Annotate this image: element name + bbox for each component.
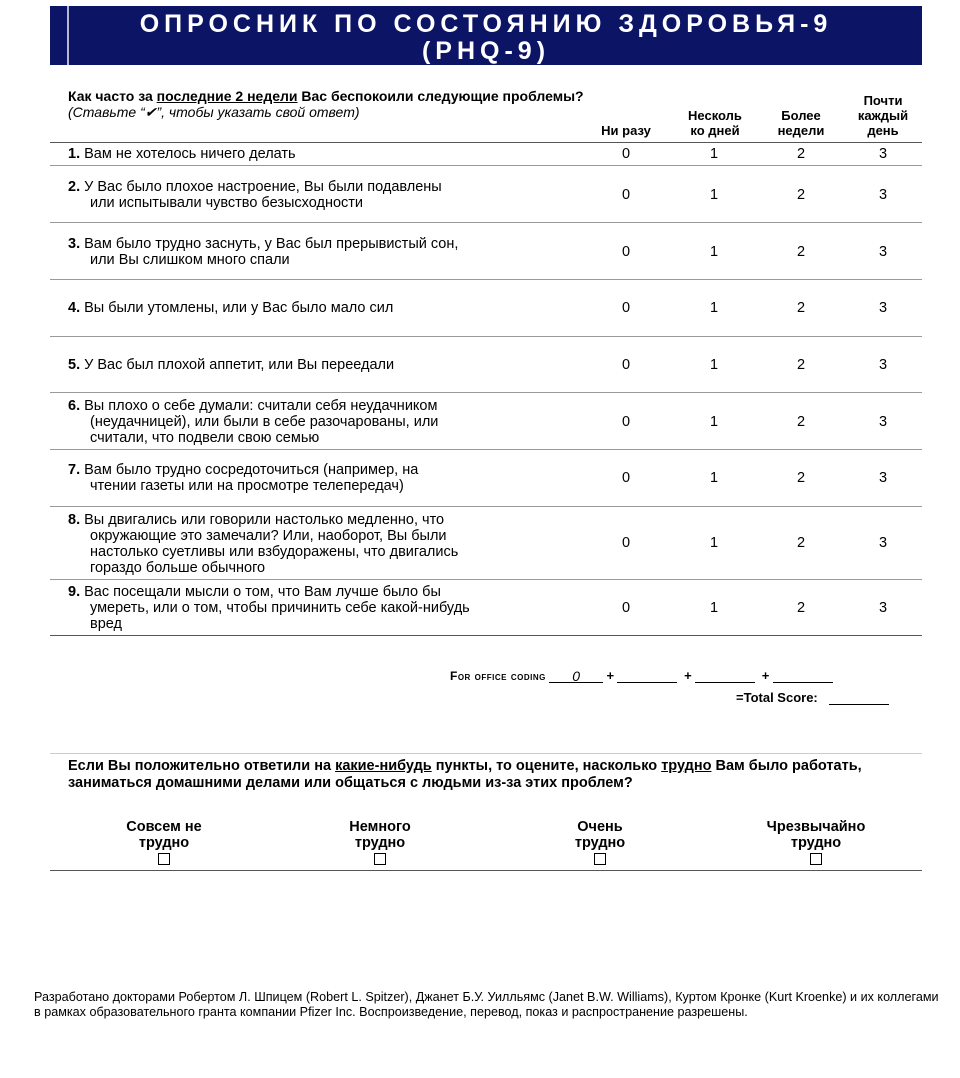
checkbox[interactable] <box>594 853 606 865</box>
plus-sign: + <box>684 668 692 683</box>
form-title: ОПРОСНИК ПО СОСТОЯНИЮ ЗДОРОВЬЯ-9 <box>139 10 833 38</box>
score-option[interactable]: 3 <box>878 146 888 162</box>
score-option[interactable]: 0 <box>621 146 631 162</box>
question-3: 3. Вам было трудно заснуть, у Вас был прерывистый сон, или Вы слишком много спали <box>68 236 459 268</box>
header-text-2: Вас беспокоили следующие проблемы? <box>297 88 584 104</box>
score-option[interactable]: 0 <box>621 470 631 486</box>
score-option[interactable]: 2 <box>796 414 806 430</box>
question-9: 9. Вас посещали мысли о том, что Вам лучше было бы умереть, или о том, чтобы причинить себе какой-нибудь вред <box>68 584 470 632</box>
score-option[interactable]: 2 <box>796 470 806 486</box>
form-subtitle: (PHQ-9) <box>421 37 551 65</box>
score-option[interactable]: 0 <box>621 600 631 616</box>
question-8: 8. Вы двигались или говорили настолько медленно, что окружающие это замечали? Или, наоборот, Вы были настолько суетливы или взбудоражены, что двигались гораздо больше обычного <box>68 512 459 576</box>
copyright-footer: Разработано докторами Робертом Л. Шпицем (Robert L. Spitzer), Джанет Б.У. Уилльямс (Janet B.W. Williams), Куртом Кронке (Kurt Kroenke) и их коллегами в рамках образовательного гранта компании Pfizer Inc. Воспроизведение, перевод, показ и распространение разрешены. <box>34 990 939 1019</box>
divider <box>50 579 922 580</box>
office-score-never[interactable]: 0 <box>549 668 603 683</box>
score-option[interactable]: 2 <box>796 244 806 260</box>
divider <box>50 392 922 393</box>
question-4: 4. Вы были утомлены, или у Вас было мало сил <box>68 300 394 316</box>
score-option[interactable]: 0 <box>621 535 631 551</box>
column-header-several-days: Несколь ко дней <box>688 108 742 138</box>
office-coding-row <box>450 668 833 683</box>
score-option[interactable]: 2 <box>796 600 806 616</box>
score-option[interactable]: 0 <box>621 300 631 316</box>
score-option[interactable]: 0 <box>621 187 631 203</box>
score-option[interactable]: 1 <box>709 357 719 373</box>
difficulty-option-not-difficult: Совсем не трудно <box>84 819 244 869</box>
score-option[interactable]: 0 <box>621 357 631 373</box>
total-score-label: =Total Score: <box>736 690 818 705</box>
checkbox[interactable] <box>810 853 822 865</box>
divider <box>50 336 922 337</box>
plus-sign: + <box>761 668 770 683</box>
checkbox[interactable] <box>374 853 386 865</box>
question-header <box>68 88 588 120</box>
column-header-nearly-every-day: Почти каждый день <box>857 93 909 138</box>
header-text-1: Как часто за <box>68 88 157 104</box>
office-score-nearly-every-day[interactable] <box>773 668 833 683</box>
score-option[interactable]: 3 <box>878 600 888 616</box>
score-option[interactable]: 1 <box>709 244 719 260</box>
score-option[interactable]: 1 <box>709 600 719 616</box>
score-option[interactable]: 1 <box>709 300 719 316</box>
office-score-several-days[interactable] <box>617 668 677 683</box>
header-instruction: (Ставьте “✔”, чтобы указать свой ответ) <box>68 104 360 120</box>
divider <box>50 142 922 143</box>
office-coding-label: For office coding <box>450 669 546 683</box>
score-option[interactable]: 1 <box>709 414 719 430</box>
divider <box>50 506 922 507</box>
divider <box>50 753 922 754</box>
score-option[interactable]: 2 <box>796 300 806 316</box>
score-option[interactable]: 1 <box>709 535 719 551</box>
total-score-field[interactable] <box>829 690 889 705</box>
score-option[interactable]: 3 <box>878 414 888 430</box>
question-6: 6. Вы плохо о себе думали: считали себя неудачником (неудачницей), или были в себе разочарованы, или считали, что подвели свою семью <box>68 398 439 446</box>
question-5: 5. У Вас был плохой аппетит, или Вы переедали <box>68 357 395 373</box>
column-header-more-than-week: Более недели <box>777 108 825 138</box>
score-option[interactable]: 0 <box>621 414 631 430</box>
title-banner <box>50 6 922 65</box>
divider <box>50 870 922 871</box>
question-1: 1. Вам не хотелось ничего делать <box>68 146 296 162</box>
column-header-never: Ни разу <box>601 123 651 138</box>
divider <box>50 449 922 450</box>
score-option[interactable]: 3 <box>878 187 888 203</box>
score-option[interactable]: 0 <box>621 244 631 260</box>
score-option[interactable]: 2 <box>796 535 806 551</box>
difficulty-option-very-difficult: Очень трудно <box>520 819 680 869</box>
score-option[interactable]: 3 <box>878 535 888 551</box>
difficulty-question: Если Вы положительно ответили на какие-нибудь пункты, то оцените, насколько трудно Вам было работать, заниматься домашними делами или общаться с людьми из-за этих проблем? <box>68 758 862 791</box>
difficulty-option-extremely-difficult: Чрезвычайно трудно <box>736 819 896 869</box>
difficulty-option-somewhat-difficult: Немного трудно <box>300 819 460 869</box>
question-2: 2. У Вас было плохое настроение, Вы были подавлены или испытывали чувство безысходности <box>68 179 442 211</box>
divider <box>50 279 922 280</box>
divider <box>50 635 922 636</box>
question-7: 7. Вам было трудно сосредоточиться (например, на чтении газеты или на просмотре телепередач) <box>68 462 419 494</box>
header-underline: последние 2 недели <box>156 88 298 104</box>
total-score-row <box>736 690 889 705</box>
plus-sign: + <box>606 668 615 683</box>
score-option[interactable]: 3 <box>878 300 888 316</box>
score-option[interactable]: 2 <box>796 146 806 162</box>
score-option[interactable]: 1 <box>709 146 719 162</box>
score-option[interactable]: 1 <box>709 470 719 486</box>
office-score-more-than-week[interactable] <box>695 668 755 683</box>
score-option[interactable]: 1 <box>709 187 719 203</box>
score-option[interactable]: 3 <box>878 470 888 486</box>
divider <box>50 222 922 223</box>
score-option[interactable]: 2 <box>796 187 806 203</box>
checkbox[interactable] <box>158 853 170 865</box>
score-option[interactable]: 3 <box>878 357 888 373</box>
score-option[interactable]: 2 <box>796 357 806 373</box>
divider <box>50 165 922 166</box>
score-option[interactable]: 3 <box>878 244 888 260</box>
